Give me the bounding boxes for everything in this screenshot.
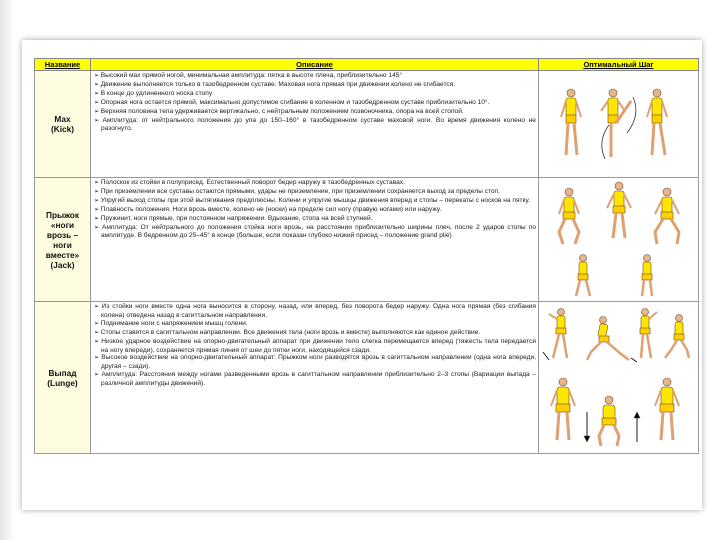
step-name-line: Мах [54,114,71,124]
step-description-jack [91,178,539,302]
list-item: ➢ Высокое воздействие на опорно-двигательный аппарат: Прыжком ноги разводятся врозь в сагиттальном направлении (одна нога впереди, другая – сзади). [94,354,536,371]
table-row-lunge [35,302,699,454]
list-item: ➢ Амплитуда: от нейтрального положения до упа до 150–160° в тазобедренном суставе маховой ноги. Во время движения колено не разогнуто. [94,116,536,133]
lunge-figures-illustration [539,302,697,452]
step-name-jack [35,178,91,302]
step-name-kick [35,71,91,178]
list-item: ➢ При приземлении все суставы остаются прямыми, удары не приземление, при приземлении сохраняется выход за пределы стоп. [94,187,500,195]
list-item: ➢ Движение выполняется только в тазобедренном суставе. Маховая нога прямая при движении колено не сгибается. [94,80,456,88]
step-illustration-jack [539,178,699,302]
step-name-line: врозь – [46,229,79,240]
step-illustration-lunge [539,302,699,454]
header-description: Описание [91,59,539,71]
step-name-line: (Kick) [50,124,75,134]
table-header-row [35,59,699,71]
list-item: ➢ Из стойки ноги вместе одна нога выносится в сторону, назад, или вперед, без поворота бедер наружу. Одна нога прямая (без сгибания колена) отведена назад в сагиттальном направлении. [94,303,536,319]
step-name-line: ноги [53,239,72,250]
step-description-lunge [91,302,539,454]
table-row-kick [35,71,699,178]
step-name-line: «ноги [50,219,75,230]
list-item: ➢ Пружинит, ноги прямые, при постоянном напряжении. Вдыхание, стопа на всей ступней. [94,214,373,222]
list-item: ➢ Стопы ставятся в сагиттальном направлении. Все движения тела (ноги врозь и вместе) выполняются как единое действие. [94,328,481,336]
list-item: ➢ Упругий выход стопы при этой вытягивания предплюсны. Колени и упругие мышцы движения вперед и стопы – перекаты с носков на пятку. [94,196,530,204]
step-name-line: вместе» [45,249,80,260]
list-item: ➢ Полоскок из стойки в полуприсед. Естественный поворот бедер наружу в тазобедренных суставах. [94,179,405,186]
steps-table [34,58,699,454]
step-name-line: (Jack) [50,259,75,270]
header-optimal-step: Оптимальный Шаг [539,59,699,71]
list-item: ➢ Амплитуда: От нейтрального до положения стойка ноги врозь, на расстоянии приблизительно ширины плеч, после 2 ударов стопы по амплитуде. В бедренном до 25–45° в конце (больше, если показан глубоко низкий присед – положение grand plié) [94,223,536,240]
jack-figures-illustration [539,178,697,300]
step-description-kick [91,71,539,178]
step-name-line: Выпад [48,367,77,378]
list-item: ➢ В конце до удлиненного носка стопу [94,89,213,97]
step-name-line: (Lunge) [47,377,78,388]
list-item: ➢ Верхняя половина тела удерживается вертикально, с нейтральным положением позвоночника, опора на всей стопой. [94,107,464,115]
slide-page [22,40,702,510]
list-item: ➢ Высокий мах прямой ногой, минимальная амплитуда: пятка в высоте плеча, приблизительно 145° [94,72,403,79]
list-item: ➢ Низкое ударное воздействие на опорно-двигательный аппарат при движении тело слегка перемещается вперед (тяжесть тела передается на ногу впереди), сохраняется прямая линия от шеи до пятки ноги, находящейся сзади. [94,337,536,354]
list-item: ➢ Опорная нога остается прямой, максимально допустимое сгибание в коленном и тазобедренном суставе приблизительно 10°. [94,98,490,106]
step-name-lunge [35,302,91,454]
list-item: ➢ Поднимание ноги с напряжением мышц голени. [94,319,248,327]
step-illustration-kick [539,71,699,178]
list-item: ➢ Амплитуда: Расстояния между ногами разведенными врозь в сагиттальном направлении приблизительно 2–3 стопы (Вариации выпада – различной амплитуды движений). [94,371,536,388]
header-name: Название [35,59,91,71]
table-row-jack [35,178,699,302]
left-edge-strip [0,0,14,540]
list-item: ➢ Плавность положения. Ноги врозь вместе, колено не (носки) на пределе сил ногу (правую ногами) или наружу. [94,205,442,213]
step-name-line: Прыжок [45,209,79,220]
kick-figures-illustration [539,71,697,177]
